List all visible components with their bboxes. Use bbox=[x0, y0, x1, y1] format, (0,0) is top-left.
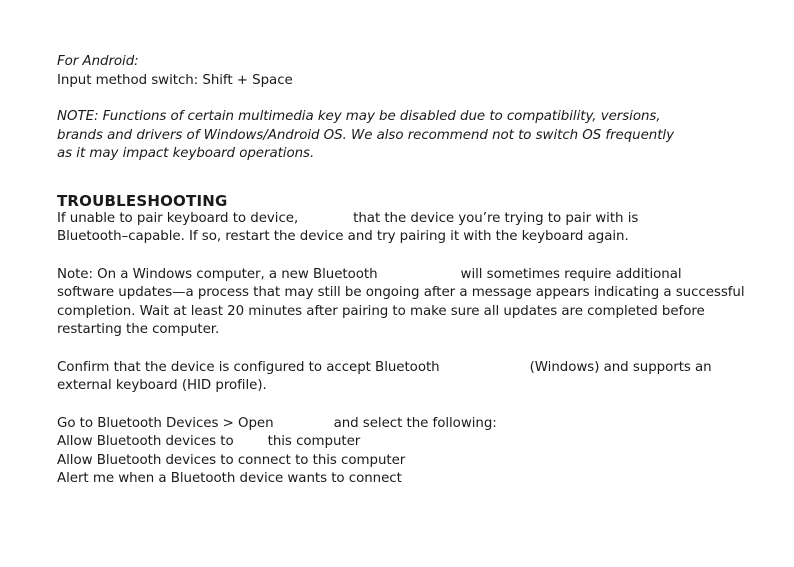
troubleshooting-paragraph-2 bbox=[57, 266, 757, 340]
paragraph-text: Confirm that the device is configured to accept Bluetooth bbox=[57, 359, 440, 375]
paragraph-line: Bluetooth–capable. If so, restart the device and try pairing it with the keyboard again. bbox=[57, 229, 629, 244]
paragraph-text: (Windows) and supports an bbox=[529, 359, 712, 375]
document-page bbox=[57, 53, 757, 489]
troubleshooting-paragraph-1 bbox=[57, 210, 757, 247]
note-line-1: NOTE: Functions of certain multimedia key may be disabled due to compatibility, versions, bbox=[57, 109, 661, 124]
paragraph-text: and select the following: bbox=[333, 415, 497, 431]
paragraph-line bbox=[57, 359, 757, 378]
paragraph-text: will sometimes require additional bbox=[460, 266, 682, 282]
troubleshooting-paragraph-4 bbox=[57, 415, 757, 489]
note-line-3: as it may impact keyboard operations. bbox=[57, 146, 315, 161]
paragraph-text: this computer bbox=[267, 434, 361, 449]
troubleshooting-paragraph-3 bbox=[57, 359, 757, 396]
android-switch-line: Input method switch: Shift + Space bbox=[57, 72, 293, 88]
paragraph-line: Allow Bluetooth devices to connect to this computer bbox=[57, 452, 406, 468]
note-line-2: brands and drivers of Windows/Android OS. We also recommend not to switch OS frequently bbox=[57, 127, 674, 143]
paragraph-line: software updates—a process that may still be ongoing after a message appears indicating a successful bbox=[57, 285, 745, 300]
paragraph-line: restarting the computer. bbox=[57, 322, 220, 337]
paragraph-line bbox=[57, 266, 757, 285]
paragraph-text: Note: On a Windows computer, a new Bluetooth bbox=[57, 266, 378, 282]
paragraph-text: Allow Bluetooth devices to bbox=[57, 434, 234, 449]
paragraph-line: Alert me when a Bluetooth device wants to connect bbox=[57, 471, 402, 486]
paragraph-line bbox=[57, 415, 757, 434]
paragraph-text: that the device you’re trying to pair with is bbox=[353, 210, 639, 226]
compatibility-note bbox=[57, 108, 757, 164]
paragraph-line: completion. Wait at least 20 minutes after pairing to make sure all updates are completed before bbox=[57, 303, 705, 319]
paragraph-line bbox=[57, 210, 757, 229]
paragraph-line bbox=[57, 433, 757, 452]
paragraph-line: external keyboard (HID profile). bbox=[57, 378, 267, 393]
paragraph-text: If unable to pair keyboard to device, bbox=[57, 210, 299, 226]
paragraph-text: Go to Bluetooth Devices > Open bbox=[57, 415, 274, 431]
troubleshooting-title: TROUBLESHOOTING bbox=[57, 191, 228, 210]
android-label: For Android: bbox=[57, 54, 139, 69]
